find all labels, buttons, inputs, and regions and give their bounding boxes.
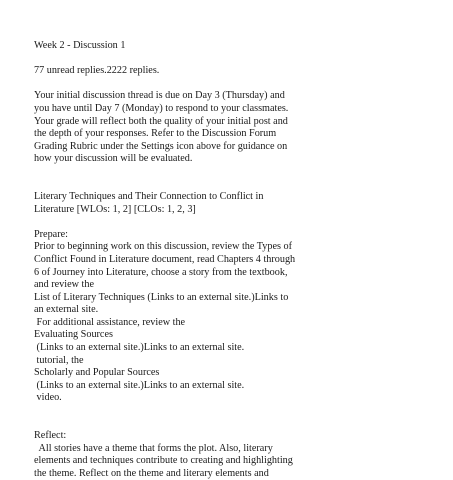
instructions-line: you have until Day 7 (Monday) to respond to your classmates. [34, 102, 289, 114]
prepare-line: Prior to beginning work on this discussion, review the Types of [34, 241, 293, 253]
reflect-heading: Reflect: [34, 430, 67, 442]
prepare-line: For additional assistance, review the [34, 316, 186, 328]
spacer [34, 53, 439, 66]
topic-line: Literary Techniques and Their Connection to Conflict in [34, 190, 264, 202]
prepare-line: video. [34, 392, 62, 404]
prepare-section [34, 229, 439, 405]
instructions-paragraph [34, 90, 439, 166]
spacer [34, 78, 439, 91]
prepare-line: tutorial, the [34, 354, 84, 366]
literary-techniques-link[interactable]: List of Literary Techniques (Links to an external site.)Links to [34, 291, 289, 303]
instructions-line: Your grade will reflect both the quality of your initial post and [34, 115, 288, 127]
spacer [34, 166, 439, 191]
instructions-line: how your discussion will be evaluated. [34, 153, 193, 165]
spacer [34, 216, 439, 229]
external-site-link[interactable]: (Links to an external site.)Links to an external site. [34, 379, 245, 391]
evaluating-sources-link[interactable]: Evaluating Sources [34, 329, 113, 341]
document-page [34, 40, 439, 480]
instructions-line: the depth of your responses. Refer to the Discussion Forum [34, 128, 277, 140]
discussion-title: Week 2 - Discussion 1 [34, 40, 126, 51]
prepare-line: an external site. [34, 304, 99, 316]
instructions-line: Grading Rubric under the Settings icon above for guidance on [34, 140, 288, 152]
prepare-line: Conflict Found in Literature document, read Chapters 4 through [34, 253, 296, 265]
topic-heading [34, 191, 439, 216]
external-site-link[interactable]: (Links to an external site.)Links to an external site. [34, 342, 245, 354]
instructions-line: Your initial discussion thread is due on Day 3 (Thursday) and [34, 90, 285, 102]
reflect-line: All stories have a theme that forms the plot. Also, literary [34, 442, 273, 454]
reply-count-status: 77 unread replies.2222 replies. [34, 65, 160, 77]
scholarly-popular-sources-link[interactable]: Scholarly and Popular Sources [34, 367, 160, 379]
prepare-heading: Prepare: [34, 228, 68, 240]
topic-line: Literature [WLOs: 1, 2] [CLOs: 1, 2, 3] [34, 203, 196, 215]
reflect-line: elements and techniques contribute to creating and highlighting [34, 455, 293, 467]
prepare-line: and review the [34, 279, 94, 291]
spacer [34, 405, 439, 430]
prepare-line: 6 of Journey into Literature, choose a story from the textbook, [34, 266, 288, 278]
reflect-line: the theme. Reflect on the theme and literary elements and [34, 467, 269, 479]
reflect-section [34, 430, 439, 480]
